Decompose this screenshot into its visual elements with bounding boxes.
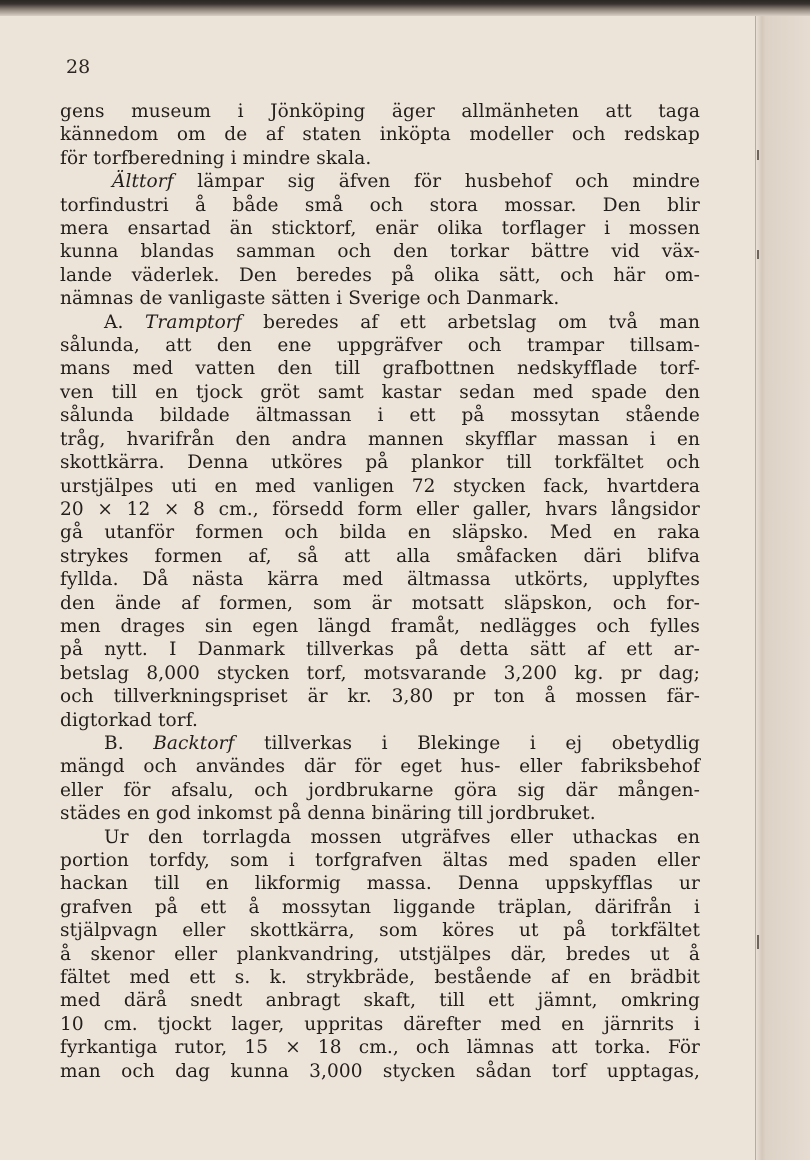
text-line: för torfberedning i mindre skala.: [60, 147, 372, 169]
text-line: man och dag kunna 3,000 stycken sådan torf upptagas,: [60, 1060, 700, 1082]
text-line: mera ensartad än sticktorf, enär olika torflager i mossen: [60, 218, 700, 240]
text-line: städes en god inkomst på denna binäring till jordbruket.: [60, 803, 596, 825]
text-line: sålunda bildade ältmassan i ett på mossytan stående: [60, 405, 700, 427]
page-number: 28: [66, 56, 91, 78]
text-line: portion torfdy, som i torfgrafven ältas med spaden eller: [60, 850, 700, 871]
text-line: Ur den torrlagda mossen utgräfves eller uthackas en: [104, 826, 700, 848]
text-line: hackan till en likformig massa. Denna uppskyfflas ur: [60, 873, 700, 895]
text-line: kunna blandas samman och den torkar bättre vid väx-: [60, 241, 700, 263]
text-line: sålunda, att den ene uppgräfver och trampar tillsam-: [60, 335, 700, 357]
text-line: mans med vatten den till grafbottnen nedskyfflade torf-: [60, 358, 700, 380]
text-line: tråg, hvarifrån den andra mannen skyfflar massan i en: [60, 428, 700, 450]
text-line: på nytt. I Danmark tillverkas på detta sätt af ett ar-: [60, 639, 700, 661]
italic-term: Tramptorf: [144, 311, 242, 333]
text-line: och tillverkningspriset är kr. 3,80 pr ton å mossen fär-: [60, 686, 700, 708]
text-line: grafven på ett å mossytan liggande träplan, därifrån i: [60, 896, 700, 918]
text-line: [60, 170, 700, 193]
adjacent-page-edge: [755, 16, 810, 1160]
text-line: gens museum i Jönköping äger allmänheten att taga: [60, 101, 700, 122]
text-line: gå utanför formen och bilda en släpsko. Med en raka: [60, 522, 700, 544]
text-line: 10 cm. tjockt lager, uppritas därefter med en järnrits i: [60, 1013, 700, 1035]
text-line: fältet med ett s. k. strykbräde, bestående af en brädbit: [60, 967, 700, 989]
text-line: torfindustri å både små och stora mossar. Den blir: [60, 194, 700, 216]
text-line: den ände af formen, som är motsatt släpskon, och for-: [60, 592, 700, 614]
text-line: stjälpvagn eller skottkärra, som köres ut på torkfältet: [60, 920, 700, 942]
line-prefix: B.: [104, 732, 154, 754]
text-line: lande väderlek. Den beredes på olika sätt, och här om-: [60, 264, 700, 286]
text-line: fyrkantiga rutor, 15 × 18 cm., och lämnas att torka. För: [60, 1037, 700, 1059]
line-rest: lämpar sig äfven för husbehof och mindre: [173, 171, 700, 193]
page-top-edge: [0, 0, 810, 16]
text-line: digtorkad torf.: [60, 709, 198, 731]
text-line: men drages sin egen längd framåt, nedlägges och fylles: [60, 615, 700, 637]
text-line: med därå snedt anbragt skaft, till ett jämnt, omkring: [60, 990, 700, 1012]
line-rest: beredes af ett arbetslag om två man: [241, 311, 701, 333]
line-rest: tillverkas i Blekinge i ej obetydlig: [234, 732, 700, 754]
italic-term: Älttorf: [112, 171, 174, 193]
text-line: nämnas de vanligaste sätten i Sverige och Danmark.: [60, 288, 560, 310]
text-line: eller för afsalu, och jordbrukarne göra sig där mången-: [60, 779, 700, 801]
margin-mark: [757, 250, 759, 259]
text-line: kännedom om de af staten inköpta modeller och redskap: [60, 124, 700, 146]
text-line: ven till en tjock gröt samt kastar sedan med spade den: [60, 381, 700, 403]
text-line: mängd och användes där för eget hus- eller fabriksbehof: [60, 756, 700, 778]
text-line: fyllda. Då nästa kärra med ältmassa utkörts, upplyftes: [60, 569, 700, 591]
text-line: [60, 732, 700, 755]
line-prefix: A.: [104, 311, 145, 333]
text-line: urstjälpes uti en med vanligen 72 stycken fack, hvartdera: [60, 475, 700, 497]
text-line: å skenor eller plankvandring, utstjälpes där, bredes ut å: [60, 943, 700, 965]
margin-mark: [757, 150, 759, 160]
text-line: 20 × 12 × 8 cm., försedd form eller galler, hvars långsidor: [60, 498, 700, 520]
text-line: strykes formen af, så att alla småfacken däri blifva: [60, 545, 700, 567]
text-line: skottkärra. Denna utköres på plankor till torkfältet och: [60, 452, 700, 474]
text-line: [60, 311, 700, 334]
italic-term: Backtorf: [153, 732, 235, 754]
margin-mark: [757, 935, 759, 949]
body-text: [60, 100, 700, 1083]
text-line: betslag 8,000 stycken torf, motsvarande 3,200 kg. pr dag;: [60, 662, 700, 684]
